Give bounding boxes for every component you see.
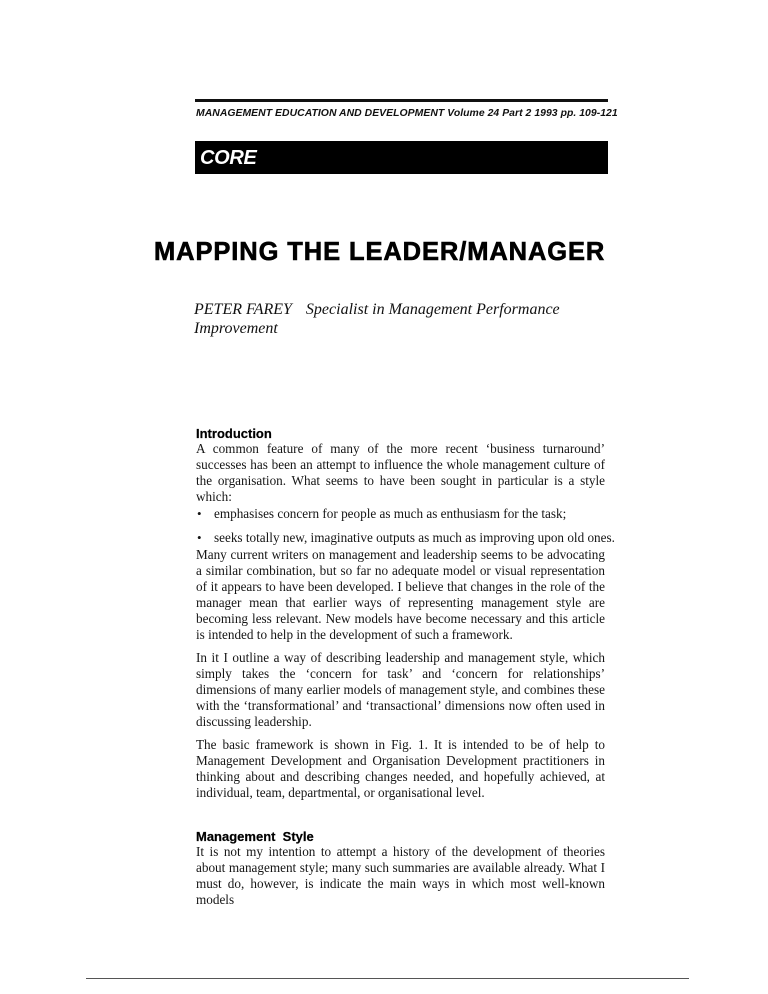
paragraph: In it I outline a way of describing leadership and management style, which simply takes the ‘concern for task’ and ‘concern for relationships’ dimensions of many earlier models of management style, and combines these with the ‘transformational’ and ‘transactional’ dimensions now often used in discussing leadership. (196, 650, 605, 729)
author-block (194, 300, 594, 338)
paragraph: It is not my intention to attempt a history of the development of theories about management style; many such summaries are available already. What I must do, however, is indicate the main ways in which most well-known models (196, 844, 605, 907)
section-heading: Introduction (196, 426, 272, 441)
section-label: CORE (200, 147, 257, 169)
section-introduction (196, 426, 605, 441)
section-management-style (196, 829, 605, 844)
footer-rule (86, 978, 689, 979)
bullet-icon: • (197, 530, 202, 545)
paragraph-block (196, 844, 605, 908)
author-name: PETER FAREY (194, 301, 292, 318)
bullet-text: seeks totally new, imaginative outputs as much as improving upon old ones. (214, 530, 615, 545)
paragraph: The basic framework is shown in Fig. 1. It is intended to be of help to Management Development and Organisation Development practitioners in thinking about and describing changes needed, and hopefully achieved, at individual, team, departmental, or organisational level. (196, 737, 605, 800)
paragraph: Many current writers on management and leadership seems to be advocating a similar combination, but so far no adequate model or visual representation of it appears to have been developed. I believe that changes in the role of the manager mean that earlier ways of representing management style are becoming less relevant. New models have become necessary and this article is intended to help in the development of such a framework. (196, 547, 605, 642)
author-line-1 (194, 300, 594, 319)
header-rule (195, 99, 608, 102)
bullet-text: emphasises concern for people as much as enthusiasm for the task; (214, 506, 567, 521)
paragraph-block (196, 737, 605, 801)
article-title: MAPPING THE LEADER/MANAGER (154, 238, 606, 266)
journal-citation: MANAGEMENT EDUCATION AND DEVELOPMENT Volume 24 Part 2 1993 pp. 109-121 (196, 108, 618, 119)
author-affiliation-continued: Improvement (194, 320, 278, 337)
paragraph: A common feature of many of the more recent ‘business turnaround’ successes has been an attempt to influence the whole management culture of the organisation. What seems to have been sought in particular is a style which: (196, 441, 605, 504)
intro-paragraph-block (196, 441, 605, 505)
paragraph-block (196, 650, 605, 730)
bullet-icon: • (197, 506, 202, 521)
section-banner (195, 141, 608, 174)
paragraph-block (196, 547, 605, 643)
section-heading: Management Style (196, 829, 314, 844)
author-affiliation: Specialist in Management Performance (305, 301, 560, 318)
